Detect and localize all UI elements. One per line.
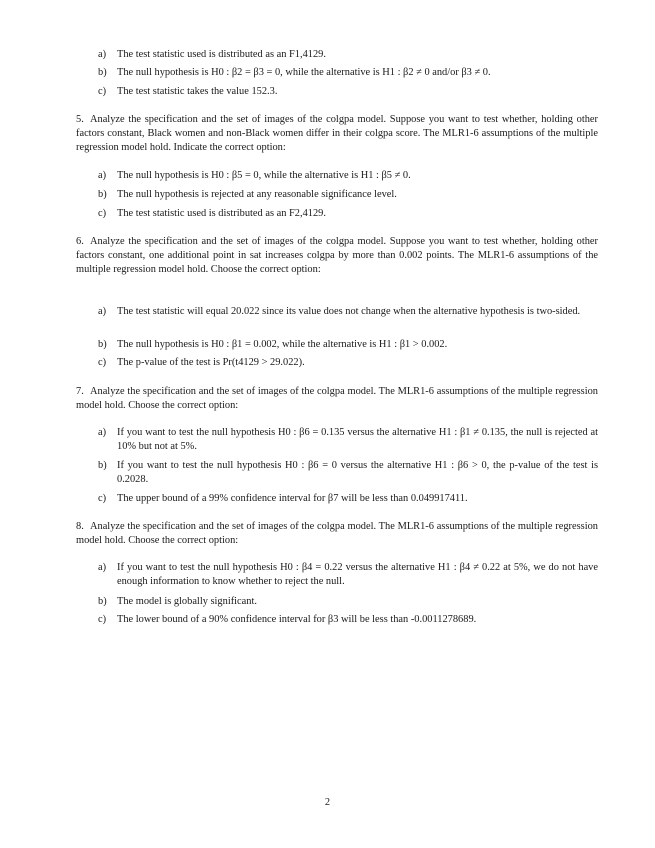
- option-label: a): [98, 562, 107, 573]
- option-text: If you want to test the null hypothesis H0 : β4 = 0.22 versus the alternative H1 : β4 ≠ 0.22 at 5%, we do not have enough information to know whether to reject the null.: [117, 562, 598, 587]
- question-8: [76, 520, 598, 548]
- option-label: c): [98, 493, 107, 504]
- option-label: a): [98, 306, 107, 317]
- question-text: Analyze the specification and the set of images of the colgpa model. The MLR1-6 assumptions of the multiple regression model hold. Choose the correct option:: [76, 521, 598, 546]
- option-text: The null hypothesis is rejected at any reasonable significance level.: [117, 189, 397, 200]
- option-text: The test statistic takes the value 152.3.: [117, 86, 278, 97]
- question-number: 8.: [76, 521, 84, 532]
- option-label: c): [98, 208, 107, 219]
- question-5: [76, 113, 598, 155]
- question-text: Analyze the specification and the set of images of the colgpa model. Suppose you want to test whether, holding other factors constant, Black women and non-Black women differ in their colgpa score. The MLR1-6 assumptions of the multiple regression model hold. Indicate the correct option:: [76, 114, 598, 153]
- option-label: b): [98, 596, 107, 607]
- page-number: 2: [324, 797, 331, 808]
- option-text: The p-value of the test is Pr(t4129 > 29.022).: [117, 357, 305, 368]
- question-number: 6.: [76, 236, 84, 247]
- option-text: The null hypothesis is H0 : β5 = 0, while the alternative is H1 : β5 ≠ 0.: [117, 170, 411, 181]
- option-text: The test statistic used is distributed as an F2,4129.: [117, 208, 326, 219]
- option-text: If you want to test the null hypothesis H0 : β6 = 0 versus the alternative H1 : β6 > 0, the p-value of the test is 0.2028.: [117, 460, 598, 485]
- option-label: a): [98, 49, 107, 60]
- option-text: The lower bound of a 90% confidence interval for β3 will be less than -0.0011278689.: [117, 614, 477, 625]
- question-number: 5.: [76, 114, 84, 125]
- option-label: c): [98, 614, 107, 625]
- option-label: b): [98, 67, 107, 78]
- option-label: c): [98, 86, 107, 97]
- option-label: b): [98, 189, 107, 200]
- option-text: The upper bound of a 99% confidence interval for β7 will be less than 0.049917411.: [117, 493, 468, 504]
- option-text: The test statistic used is distributed as an F1,4129.: [117, 49, 326, 60]
- question-7: [76, 385, 598, 413]
- option-label: b): [98, 339, 107, 350]
- option-text: The null hypothesis is H0 : β2 = β3 = 0, while the alternative is H1 : β2 ≠ 0 and/or β3 ≠ 0.: [117, 67, 491, 78]
- question-6: [76, 235, 598, 277]
- question-text: Analyze the specification and the set of images of the colgpa model. The MLR1-6 assumptions of the multiple regression model hold. Choose the correct option:: [76, 386, 598, 411]
- option-label: a): [98, 170, 107, 181]
- option-label: b): [98, 460, 107, 471]
- option-text: The model is globally significant.: [117, 596, 257, 607]
- option-text: The null hypothesis is H0 : β1 = 0.002, while the alternative is H1 : β1 > 0.002.: [117, 339, 448, 350]
- option-text: The test statistic will equal 20.022 since its value does not change when the alternative hypothesis is two-sided.: [117, 306, 581, 317]
- option-label: a): [98, 427, 107, 438]
- option-text: If you want to test the null hypothesis H0 : β6 = 0.135 versus the alternative H1 : β1 ≠ 0.135, the null is rejected at 10% but not at 5%.: [117, 427, 598, 452]
- question-number: 7.: [76, 386, 84, 397]
- question-text: Analyze the specification and the set of images of the colgpa model. Suppose you want to test whether, holding other factors constant, one additional point in sat increases colgpa by more than 0.002 points. The MLR1-6 assumptions of the multiple regression model hold. Choose the correct option:: [76, 236, 598, 275]
- option-label: c): [98, 357, 107, 368]
